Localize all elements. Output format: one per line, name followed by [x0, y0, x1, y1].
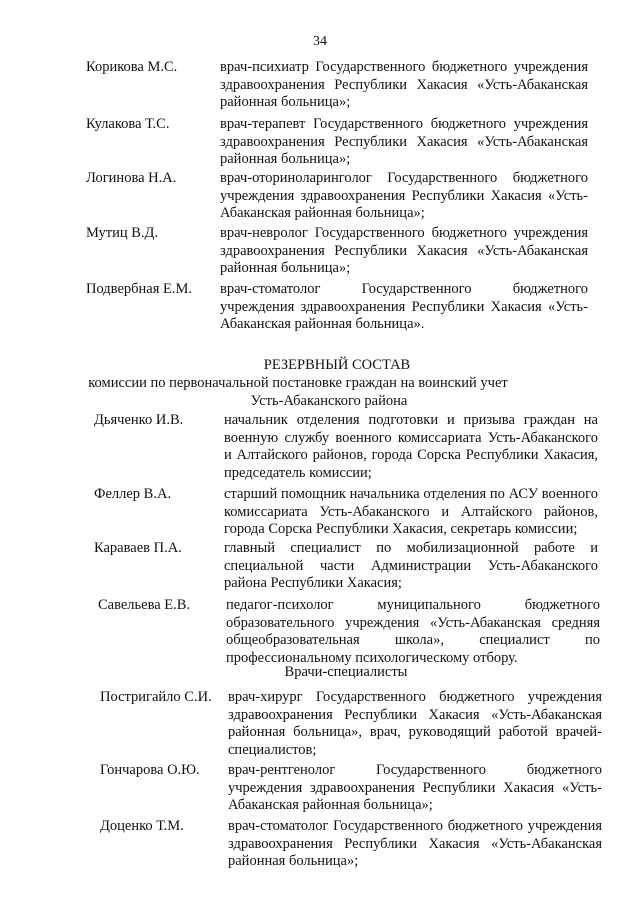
member-name: Логинова Н.А.	[86, 170, 177, 186]
member-name: Караваев П.А.	[94, 540, 182, 556]
member-name: Мутиц В.Д.	[86, 225, 159, 241]
member-position: врач-стоматолог Государственного бюджетного учреждения здравоохранения Республики Хакасия «Усть-Абаканская районная больница».	[220, 281, 588, 332]
member-position: врач-психиатр Государственного бюджетного учреждения здравоохранения Республики Хакасия «Усть-Абаканская районная больница»;	[220, 59, 588, 110]
member-name: Дьяченко И.В.	[94, 412, 184, 428]
reserve-title: РЕЗЕРВНЫЙ СОСТАВ	[263, 357, 411, 373]
member-position: врач-стоматолог Государственного бюджетного учреждения здравоохранения Республики Хакасия «Усть-Абаканская районная больница»;	[228, 818, 602, 869]
doctors-heading: Врачи-специалисты	[284, 664, 408, 680]
member-position: врач-невролог Государственного бюджетного учреждения здравоохранения Республики Хакасия «Усть-Абаканская районная больница»;	[220, 225, 588, 276]
member-name: Кулакова Т.С.	[86, 116, 170, 132]
member-name: Постригайло С.И.	[100, 689, 212, 705]
member-position: врач-хирург Государственного бюджетного учреждения здравоохранения Республики Хакасия «Усть-Абаканская районная больница», врач, руководящий работой врачей-специалистов;	[228, 689, 602, 758]
member-name: Гончарова О.Ю.	[100, 762, 200, 778]
reserve-subtitle: комиссии по первоначальной постановке граждан на воинский учет	[88, 375, 508, 391]
member-name: Доценко Т.М.	[100, 818, 184, 834]
member-position: врач-терапевт Государственного бюджетного учреждения здравоохранения Республики Хакасия «Усть-Абаканская районная больница»;	[220, 116, 588, 167]
reserve-district: Усть-Абаканского района	[250, 393, 408, 409]
member-name: Феллер В.А.	[94, 486, 172, 502]
member-name: Савельева Е.В.	[98, 597, 191, 613]
member-position: старший помощник начальника отделения по АСУ военного комиссариата Усть-Абаканского и Алтайского районов, города Сорска Республики Хакасия, секретарь комиссии;	[224, 486, 598, 537]
member-position: главный специалист по мобилизационной работе и специальной части Администрации Усть-Абаканского района Республики Хакасия;	[224, 540, 598, 591]
member-name: Подвербная Е.М.	[86, 281, 192, 297]
member-position: педагог-психолог муниципального бюджетного образовательного учреждения «Усть-Абаканская средняя общеобразовательная школа», специалист по профессиональному психологическому отбору.	[226, 597, 600, 666]
member-position: врач-рентгенолог Государственного бюджетного учреждения здравоохранения Республики Хакасия «Усть-Абаканская районная больница»;	[228, 762, 602, 813]
member-name: Корикова М.С.	[86, 59, 178, 75]
member-position: начальник отделения подготовки и призыва граждан на военную службу военного комиссариата Усть-Абаканского и Алтайского районов, города Сорска Республики Хакасия, председатель комиссии;	[224, 412, 598, 481]
page-number: 34	[313, 34, 327, 49]
member-position: врач-оториноларинголог Государственного бюджетного учреждения здравоохранения Республики Хакасия «Усть-Абаканская районная больница»;	[220, 170, 588, 221]
